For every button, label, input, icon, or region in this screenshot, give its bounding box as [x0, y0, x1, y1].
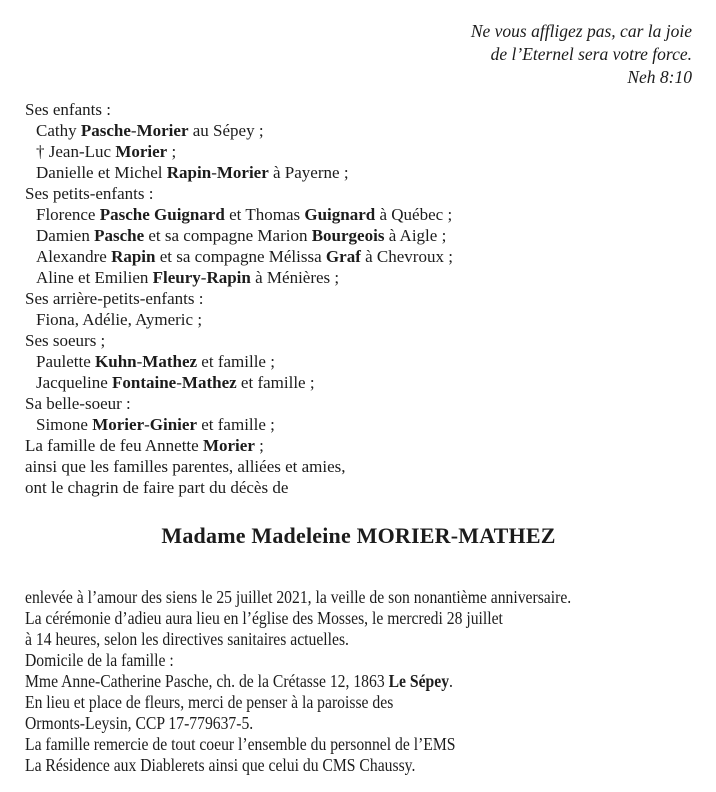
text-segment: La famille remercie de tout coeur l’ensemble du personnel de l’EMS	[25, 734, 456, 754]
text-segment: Jacqueline	[36, 373, 112, 392]
family-line	[25, 309, 692, 330]
text-segment: Cathy	[36, 121, 81, 140]
text-segment: Damien	[36, 226, 95, 245]
family-line	[25, 351, 692, 372]
text-segment: La famille de feu Annette	[25, 436, 203, 455]
epigraph-verse-reference: Neh 8:10	[627, 67, 692, 87]
deceased-name-heading: Madame Madeleine MORIER-MATHEZ	[161, 523, 556, 548]
text-segment: -	[130, 121, 137, 140]
family-line	[25, 204, 692, 225]
family-line	[25, 435, 692, 456]
surname-bold: Pasche Guignard	[99, 205, 225, 224]
text-segment: à Chevroux ;	[360, 247, 453, 266]
family-line	[25, 372, 692, 393]
details-line	[25, 713, 695, 734]
surname-bold: Guignard	[304, 205, 376, 224]
family-line	[25, 330, 692, 351]
text-segment: ;	[167, 142, 177, 161]
text-segment: et sa compagne Marion	[144, 226, 312, 245]
surname-bold: Kuhn	[95, 352, 137, 371]
epigraph-line: Ne vous affligez pas, car la joie	[470, 21, 692, 41]
surname-bold: Pasche	[94, 226, 145, 245]
text-segment: et Thomas	[224, 205, 305, 224]
surname-bold: Morier	[136, 121, 189, 140]
family-line	[25, 246, 692, 267]
family-line	[25, 393, 692, 414]
family-list	[25, 99, 692, 498]
family-line	[25, 120, 692, 141]
details-line	[25, 629, 695, 650]
text-segment: -	[144, 415, 150, 434]
text-segment: Danielle et Michel	[36, 163, 167, 182]
text-segment: Ses soeurs ;	[25, 331, 106, 350]
surname-bold: Fontaine	[112, 373, 177, 392]
text-segment: à Payerne ;	[268, 163, 349, 182]
text-segment: † Jean-Luc	[36, 142, 116, 161]
surname-bold: Rapin	[111, 247, 156, 266]
surname-bold: Graf	[325, 247, 361, 266]
text-segment: Fiona, Adélie, Aymeric ;	[36, 310, 203, 329]
family-line	[25, 225, 692, 246]
details-line	[25, 608, 695, 629]
family-line	[25, 141, 692, 162]
details-line	[25, 734, 695, 755]
details-line	[25, 755, 695, 776]
family-line	[25, 99, 692, 120]
text-segment: La cérémonie d’adieu aura lieu en l’église des Mosses, le mercredi 28 juillet	[25, 608, 503, 628]
family-line	[25, 456, 692, 477]
text-segment: Ses petits-enfants :	[25, 184, 154, 203]
text-segment: Florence	[36, 205, 100, 224]
text-segment: et famille ;	[197, 352, 275, 371]
text-segment: -	[200, 268, 207, 287]
family-line	[25, 183, 692, 204]
family-line	[25, 288, 692, 309]
family-line	[25, 477, 692, 498]
text-segment: et famille ;	[197, 415, 275, 434]
text-segment: ;	[254, 436, 264, 455]
text-segment: Mme Anne-Catherine Pasche, ch. de la Crétasse 12, 1863	[25, 671, 389, 691]
text-segment: Aline et Emilien	[36, 268, 153, 287]
surname-bold: Fleury	[152, 268, 201, 287]
text-segment: En lieu et place de fleurs, merci de penser à la paroisse des	[25, 692, 394, 712]
text-segment: Ses enfants :	[25, 100, 111, 119]
text-segment: Simone	[36, 415, 93, 434]
surname-bold: Morier	[216, 163, 269, 182]
surname-bold: Rapin	[206, 268, 251, 287]
text-segment: à 14 heures, selon les directives sanitaires actuelles.	[25, 629, 349, 649]
surname-bold: Morier	[202, 436, 255, 455]
surname-bold: Pasche	[80, 121, 131, 140]
text-segment: -	[211, 163, 217, 182]
text-segment: ont le chagrin de faire part du décès de	[25, 478, 289, 497]
details-line	[25, 692, 695, 713]
details-line	[25, 650, 695, 671]
details-block	[25, 587, 695, 776]
text-segment: Alexandre	[36, 247, 112, 266]
text-segment: Domicile de la famille :	[25, 650, 174, 670]
text-segment: La Résidence aux Diablerets ainsi que celui du CMS Chaussy.	[25, 755, 416, 775]
family-line	[25, 267, 692, 288]
text-segment: Sa belle-soeur :	[25, 394, 131, 413]
family-line	[25, 162, 692, 183]
surname-bold: Morier	[92, 415, 145, 434]
text-segment: à Québec ;	[375, 205, 453, 224]
text-segment: au Sépey ;	[188, 121, 264, 140]
surname-bold: Rapin	[166, 163, 212, 182]
surname-bold: Morier	[115, 142, 168, 161]
text-segment: Ses arrière-petits-enfants :	[25, 289, 204, 308]
text-segment: à Aigle ;	[384, 226, 447, 245]
surname-bold: Bourgeois	[311, 226, 385, 245]
details-line	[25, 587, 695, 608]
surname-bold: Mathez	[181, 373, 237, 392]
epigraph	[25, 20, 692, 89]
family-line	[25, 414, 692, 435]
details-line	[25, 671, 695, 692]
epigraph-line: de l’Eternel sera votre force.	[490, 44, 692, 64]
text-segment: et famille ;	[236, 373, 315, 392]
text-segment: à Ménières ;	[250, 268, 340, 287]
surname-bold: Le Sépey	[388, 671, 450, 691]
text-segment: enlevée à l’amour des siens le 25 juillet 2021, la veille de son nonantième anniversaire.	[25, 587, 572, 607]
text-segment: Ormonts-Leysin, CCP 17-779637-5.	[25, 713, 254, 733]
text-segment: Paulette	[36, 352, 96, 371]
surname-bold: Mathez	[142, 352, 198, 371]
surname-bold: Ginier	[149, 415, 197, 434]
text-segment: .	[449, 671, 453, 691]
text-segment: ainsi que les familles parentes, alliées et amies,	[25, 457, 346, 476]
text-segment: -	[136, 352, 143, 371]
text-segment: -	[176, 373, 182, 392]
text-segment: et sa compagne Mélissa	[155, 247, 326, 266]
